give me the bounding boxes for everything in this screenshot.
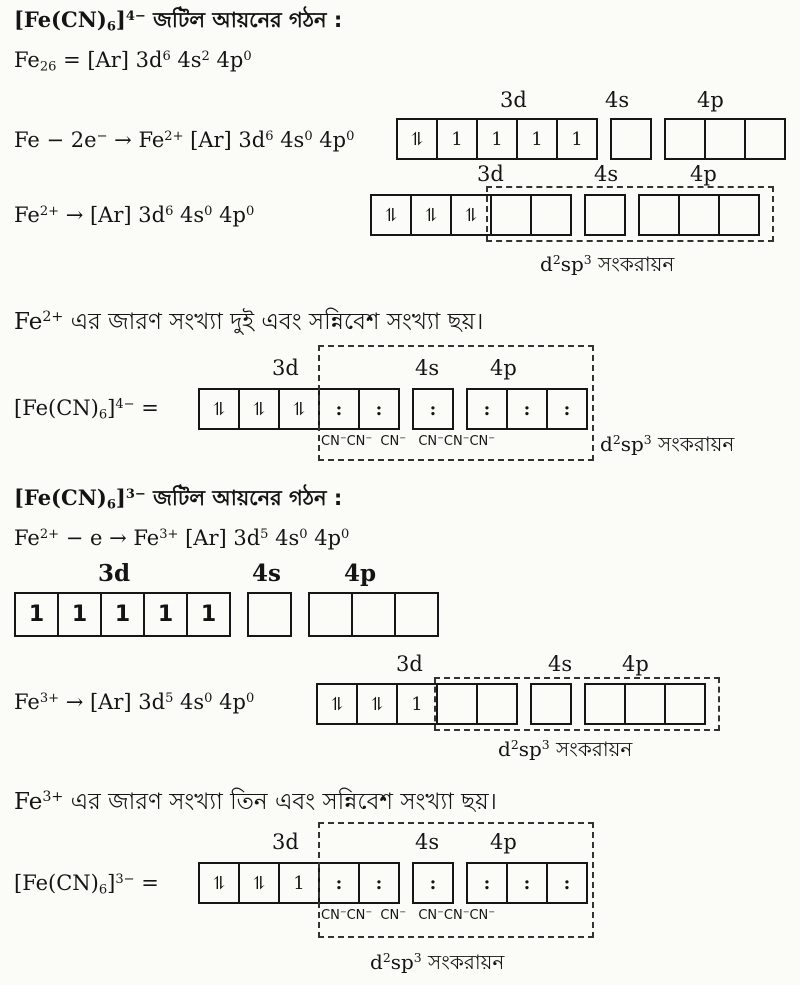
t: CN bbox=[380, 908, 400, 923]
t: [Ar] 3d bbox=[183, 128, 266, 152]
t: − bbox=[488, 433, 496, 443]
t: − bbox=[462, 907, 470, 917]
t: ] bbox=[107, 871, 116, 895]
t: 6 bbox=[165, 203, 174, 219]
t: − bbox=[488, 907, 496, 917]
t: d bbox=[600, 432, 613, 456]
t: [Fe(CN) bbox=[14, 871, 99, 895]
orbital-box bbox=[610, 118, 652, 160]
orbital-box: 1 bbox=[143, 592, 188, 637]
label-4s: 4s bbox=[415, 830, 440, 854]
t: [Ar] 3d bbox=[178, 526, 261, 550]
t: 5 bbox=[165, 690, 174, 706]
fe2-statement bbox=[14, 310, 483, 334]
title-text: জটিল আয়নের গঠন : bbox=[145, 8, 343, 32]
t: 6 bbox=[265, 128, 274, 144]
t: Fe bbox=[14, 789, 43, 815]
t: → [Ar] 3d bbox=[59, 203, 166, 227]
t: 0 bbox=[204, 203, 213, 219]
t: Fe bbox=[14, 203, 40, 227]
label-3d: 3d bbox=[272, 356, 299, 380]
t: d bbox=[370, 950, 383, 974]
orbital-box: ⥮ bbox=[356, 683, 398, 725]
section1-title bbox=[14, 7, 343, 35]
t: 4p bbox=[209, 48, 244, 72]
orbital-box: ⥮ bbox=[316, 683, 358, 725]
title-close: ] bbox=[115, 7, 126, 32]
t: 5 bbox=[260, 526, 269, 542]
label-4p: 4p bbox=[344, 560, 377, 587]
t: − bbox=[365, 433, 373, 443]
orbital-box: : bbox=[546, 388, 588, 430]
t: 3 bbox=[643, 432, 652, 448]
t: 2 bbox=[612, 432, 621, 448]
t: − bbox=[96, 128, 108, 144]
t: − bbox=[437, 907, 444, 917]
t: CN bbox=[443, 908, 463, 923]
t: d bbox=[498, 737, 511, 761]
orbital-box bbox=[664, 118, 706, 160]
t: 4p bbox=[312, 128, 347, 152]
orbital-box bbox=[704, 118, 746, 160]
t: CN bbox=[346, 434, 366, 449]
t: − bbox=[399, 433, 406, 443]
orbital-box: 1 bbox=[476, 118, 518, 160]
t: 0 bbox=[346, 128, 355, 144]
fe2-config bbox=[14, 203, 254, 227]
orbital-diagram-fe3-a bbox=[16, 592, 439, 637]
hybridization-label bbox=[498, 735, 632, 768]
complex3-formula bbox=[14, 871, 159, 898]
label-3d: 3d bbox=[477, 162, 504, 186]
t: 4s bbox=[268, 526, 300, 550]
section2-title bbox=[14, 485, 343, 513]
t: সংকরায়ন bbox=[421, 950, 505, 974]
orbital-box: : bbox=[412, 388, 454, 430]
t: − bbox=[339, 433, 347, 443]
orbital-box bbox=[247, 592, 292, 637]
complex4-formula bbox=[14, 396, 159, 423]
t: 2+ bbox=[39, 203, 60, 219]
label-4s: 4s bbox=[594, 162, 619, 186]
hybridization-label bbox=[370, 948, 504, 981]
t: Fe bbox=[14, 526, 40, 550]
t: = bbox=[134, 871, 159, 895]
t: [Fe(CN) bbox=[14, 396, 99, 420]
t: ] bbox=[107, 396, 116, 420]
t: 2 bbox=[382, 950, 391, 966]
label-4p: 4p bbox=[490, 830, 517, 854]
t: sp bbox=[560, 252, 584, 276]
hybrid-region-box bbox=[434, 677, 720, 731]
fe3-statement bbox=[14, 790, 497, 814]
t: = [Ar] 3d bbox=[56, 48, 163, 72]
t: Fe − 2e bbox=[14, 128, 97, 152]
t: 3+ bbox=[39, 690, 60, 706]
t: − bbox=[462, 433, 470, 443]
t: 0 bbox=[245, 690, 255, 706]
orbital-box: 1 bbox=[396, 683, 438, 725]
orbital-box: : bbox=[318, 862, 360, 904]
t: CN bbox=[321, 434, 340, 449]
t: 0 bbox=[341, 526, 350, 542]
t: 0 bbox=[243, 48, 252, 64]
t: CN bbox=[380, 434, 400, 449]
t: − e → Fe bbox=[59, 526, 160, 550]
orbital-box: : bbox=[412, 862, 454, 904]
t: 4s bbox=[170, 48, 202, 72]
t: − bbox=[365, 907, 373, 917]
t: → Fe bbox=[107, 128, 165, 152]
t: − bbox=[339, 907, 347, 917]
t: [Fe(CN) bbox=[14, 485, 107, 510]
t: 3 bbox=[541, 737, 550, 753]
orbital-box: 1 bbox=[278, 862, 320, 904]
orbital-box: : bbox=[318, 388, 360, 430]
t: 4p bbox=[212, 690, 246, 714]
orbital-box: : bbox=[546, 862, 588, 904]
t: 0 bbox=[204, 690, 213, 706]
fe3-config bbox=[14, 690, 254, 714]
orbital-box: ⥮ bbox=[278, 388, 320, 430]
t: 3 bbox=[583, 252, 592, 268]
t: CN bbox=[346, 908, 366, 923]
t: CN bbox=[418, 434, 438, 449]
orbital-box: ⥮ bbox=[370, 194, 412, 236]
fe-ionization-eq bbox=[14, 128, 354, 152]
t: sp bbox=[518, 737, 542, 761]
t: 4s bbox=[173, 203, 205, 227]
orbital-box: 1 bbox=[556, 118, 598, 160]
t: 2 bbox=[510, 737, 519, 753]
orbital-box: ⥮ bbox=[410, 194, 452, 236]
t: 6 bbox=[98, 882, 108, 898]
t: − bbox=[399, 907, 406, 917]
t: → [Ar] 3d bbox=[59, 690, 166, 714]
orbital-box: ⥮ bbox=[238, 388, 280, 430]
orbital-box bbox=[744, 118, 786, 160]
t: 3− bbox=[115, 871, 135, 887]
t: sp bbox=[620, 432, 644, 456]
orbital-box: ⥮ bbox=[198, 388, 240, 430]
orbital-box bbox=[351, 592, 396, 637]
title-sub: 6 bbox=[106, 19, 116, 35]
t: d bbox=[540, 252, 553, 276]
hybridization-label bbox=[540, 250, 674, 283]
orbital-diagram-fe2-a bbox=[398, 118, 786, 160]
t: 0 bbox=[245, 203, 255, 219]
t: CN bbox=[469, 908, 489, 923]
orbital-box bbox=[394, 592, 439, 637]
t: 4p bbox=[307, 526, 342, 550]
t: 2+ bbox=[39, 526, 60, 542]
orbital-box: : bbox=[466, 862, 508, 904]
label-4s: 4s bbox=[252, 560, 281, 587]
orbital-box: ⥮ bbox=[198, 862, 240, 904]
t: 2 bbox=[552, 252, 561, 268]
orbital-box: : bbox=[466, 388, 508, 430]
hybridization-label bbox=[600, 430, 734, 463]
t: 3+ bbox=[159, 526, 179, 542]
t: ] bbox=[115, 485, 126, 510]
t: CN bbox=[321, 908, 340, 923]
t: সংকরায়ন bbox=[591, 252, 675, 276]
label-4s: 4s bbox=[415, 356, 440, 380]
t: 4− bbox=[115, 396, 135, 412]
orbital-box: : bbox=[358, 388, 400, 430]
t: 4s bbox=[273, 128, 305, 152]
t: CN bbox=[469, 434, 489, 449]
t: 26 bbox=[39, 59, 57, 75]
orbital-box: : bbox=[358, 862, 400, 904]
orbital-box: 1 bbox=[100, 592, 145, 637]
title-charge: 4− bbox=[125, 8, 146, 24]
t: CN bbox=[443, 434, 463, 449]
ligand-row bbox=[321, 908, 495, 923]
orbital-box: 1 bbox=[516, 118, 558, 160]
t: 2+ bbox=[42, 309, 64, 326]
t: sp bbox=[390, 950, 414, 974]
t: 2 bbox=[201, 48, 210, 64]
label-3d: 3d bbox=[272, 830, 299, 854]
t: 4s bbox=[173, 690, 205, 714]
t: 0 bbox=[299, 526, 308, 542]
t: CN bbox=[418, 908, 438, 923]
t: 2+ bbox=[164, 128, 184, 144]
fe3-ionization-eq bbox=[14, 526, 349, 550]
t: জটিল আয়নের গঠন : bbox=[145, 486, 343, 510]
t: Fe bbox=[14, 690, 40, 714]
t: 4p bbox=[212, 203, 246, 227]
orbital-box bbox=[308, 592, 353, 637]
label-4s: 4s bbox=[548, 652, 573, 676]
orbital-box: ⥮ bbox=[396, 118, 438, 160]
t: 3+ bbox=[42, 789, 64, 806]
title-ion: [Fe(CN) bbox=[14, 7, 107, 32]
t: 3 bbox=[413, 950, 422, 966]
label-3d: 3d bbox=[98, 560, 131, 587]
orbital-box: ⥮ bbox=[238, 862, 280, 904]
orbital-box: 1 bbox=[186, 592, 231, 637]
t: Fe bbox=[14, 48, 40, 72]
t: সংকরায়ন bbox=[651, 432, 735, 456]
label-4p: 4p bbox=[622, 652, 649, 676]
label-4p: 4p bbox=[697, 88, 724, 112]
label-3d: 3d bbox=[500, 88, 527, 112]
label-4p: 4p bbox=[690, 162, 717, 186]
t: সংকরায়ন bbox=[549, 737, 633, 761]
orbital-box: 1 bbox=[14, 592, 59, 637]
t: 6 bbox=[98, 407, 108, 423]
orbital-box: 1 bbox=[57, 592, 102, 637]
t: Fe bbox=[14, 309, 43, 335]
fe-ground-config bbox=[14, 48, 252, 75]
ligand-row bbox=[321, 434, 495, 449]
hybrid-region-box bbox=[486, 186, 774, 242]
t: − bbox=[437, 433, 444, 443]
t: 3− bbox=[125, 486, 146, 502]
label-4s: 4s bbox=[605, 88, 630, 112]
t: এর জারণ সংখ্যা তিন এবং সন্নিবেশ সংখ্যা ছয়। bbox=[63, 789, 497, 815]
orbital-box: ⥮ bbox=[450, 194, 492, 236]
orbital-box: : bbox=[506, 388, 548, 430]
t: এর জারণ সংখ্যা দুই এবং সন্নিবেশ সংখ্যা ছয়। bbox=[70, 309, 484, 335]
t: 6 bbox=[106, 497, 116, 513]
t: = bbox=[134, 396, 159, 420]
t: 0 bbox=[304, 128, 313, 144]
t: 6 bbox=[162, 48, 171, 64]
label-4p: 4p bbox=[490, 356, 517, 380]
orbital-box: : bbox=[506, 862, 548, 904]
label-3d: 3d bbox=[396, 652, 423, 676]
orbital-box: 1 bbox=[436, 118, 478, 160]
